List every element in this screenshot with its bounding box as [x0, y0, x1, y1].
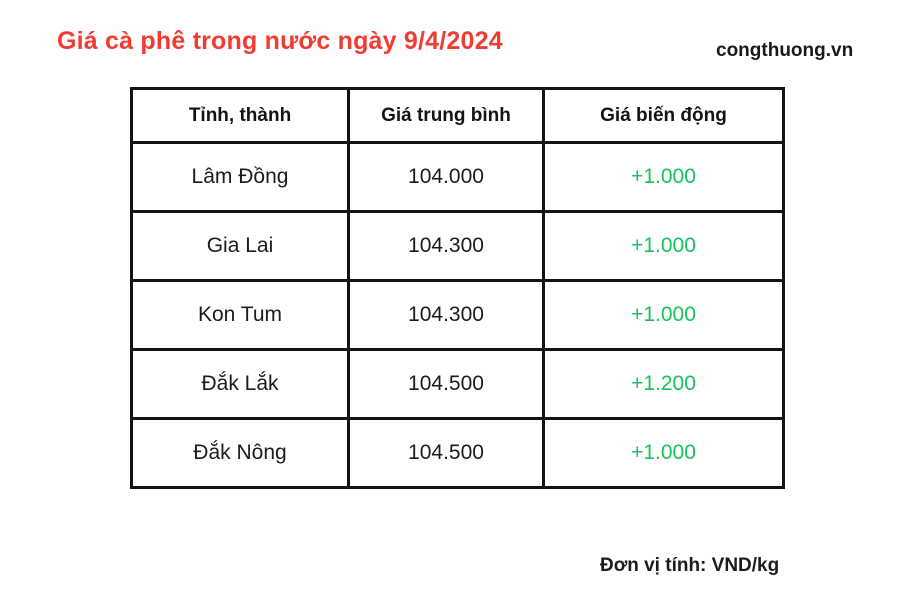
column-header-avg-price: Giá trung bình — [349, 89, 544, 143]
column-header-province: Tỉnh, thành — [132, 89, 349, 143]
page-title: Giá cà phê trong nước ngày 9/4/2024 — [57, 27, 503, 55]
cell-change: +1.000 — [544, 212, 784, 281]
cell-province: Đắk Nông — [132, 419, 349, 488]
coffee-price-table — [130, 87, 785, 489]
table-row — [132, 419, 784, 488]
cell-change: +1.200 — [544, 350, 784, 419]
table-row — [132, 281, 784, 350]
cell-province: Gia Lai — [132, 212, 349, 281]
cell-province: Kon Tum — [132, 281, 349, 350]
cell-province: Lâm Đồng — [132, 143, 349, 212]
table-row — [132, 212, 784, 281]
cell-change: +1.000 — [544, 143, 784, 212]
cell-avg-price: 104.300 — [349, 212, 544, 281]
cell-avg-price: 104.500 — [349, 419, 544, 488]
table-body — [132, 143, 784, 488]
cell-avg-price: 104.300 — [349, 281, 544, 350]
cell-change: +1.000 — [544, 281, 784, 350]
cell-avg-price: 104.000 — [349, 143, 544, 212]
column-header-change: Giá biến động — [544, 89, 784, 143]
cell-avg-price: 104.500 — [349, 350, 544, 419]
site-logo: congthuong.vn — [716, 40, 854, 61]
cell-change: +1.000 — [544, 419, 784, 488]
unit-label: Đơn vị tính: VND/kg — [600, 555, 780, 576]
table-header-row — [132, 89, 784, 143]
table-row — [132, 350, 784, 419]
table-row — [132, 143, 784, 212]
table-header — [132, 89, 784, 143]
cell-province: Đắk Lắk — [132, 350, 349, 419]
